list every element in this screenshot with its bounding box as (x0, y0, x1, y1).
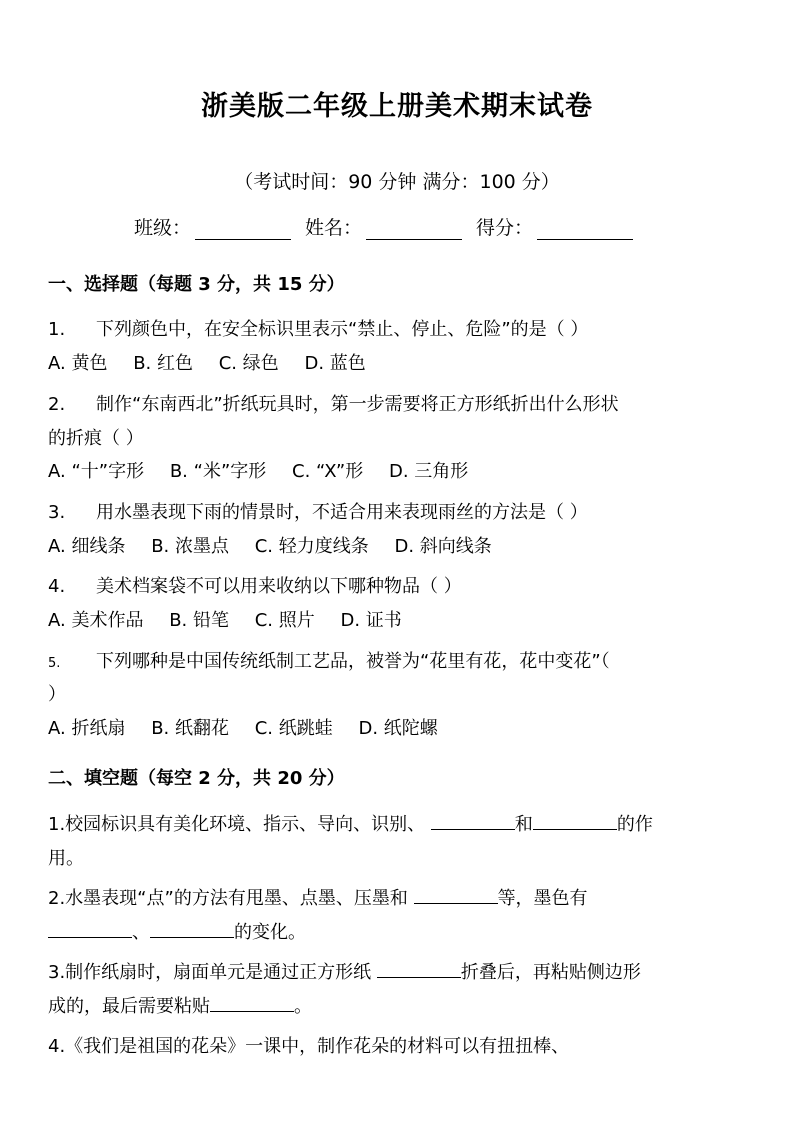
question-5-continued: ） (48, 684, 66, 705)
question-text: 美术档案袋不可以用来收纳以下哪种物品（ ） (96, 576, 462, 597)
question-text: 下列哪种是中国传统纸制工艺品，被誉为“花里有花，花中变花”（ (96, 651, 610, 672)
question-number: 3. (48, 502, 66, 523)
exam-info: （考试时间：90 分钟 满分：100 分） (234, 171, 560, 193)
section-heading-choice: 一、选择题（每题 3 分，共 15 分） (48, 274, 345, 295)
option-a[interactable]: A. 美术作品 (48, 610, 144, 631)
answer-blank[interactable] (377, 959, 461, 978)
class-blank[interactable] (195, 217, 291, 240)
option-a[interactable]: A. 黄色 (48, 353, 108, 374)
section-heading-fill: 二、填空题（每空 2 分，共 20 分） (48, 768, 345, 789)
question-4-options (48, 606, 422, 632)
class-label: 班级： (134, 217, 192, 239)
question-number: 5. (48, 656, 61, 671)
option-c[interactable]: C. 绿色 (218, 353, 279, 374)
answer-blank[interactable] (150, 919, 234, 938)
option-d[interactable]: D. 证书 (340, 610, 402, 631)
option-c[interactable]: C. 轻力度线条 (254, 536, 369, 557)
option-c[interactable]: C. 纸跳蛙 (254, 718, 333, 739)
fill-text: 2.水墨表现“点”的方法有甩墨、点墨、压墨和 (48, 888, 408, 909)
option-b[interactable]: B. “米”字形 (169, 461, 267, 482)
fill-text: 3.制作纸扇时，扇面单元是通过正方形纸 (48, 962, 372, 983)
question-2 (48, 390, 619, 416)
fill-text: 1.校园标识具有美化环境、指示、导向、识别、 (48, 814, 426, 835)
option-a[interactable]: A. 细线条 (48, 536, 126, 557)
question-3 (48, 498, 588, 524)
answer-blank[interactable] (414, 885, 498, 904)
fill-text: 、 (132, 922, 150, 943)
name-label: 姓名： (305, 217, 363, 239)
option-d[interactable]: D. 纸陀螺 (358, 718, 438, 739)
fill-question-3-continued (48, 992, 312, 1018)
fill-text: 。 (294, 996, 312, 1017)
answer-blank[interactable] (431, 811, 515, 830)
page-title: 浙美版二年级上册美术期末试卷 (201, 91, 593, 122)
fill-question-4: 4.《我们是祖国的花朵》一课中，制作花朵的材料可以有扭扭棒、 (48, 1036, 570, 1057)
answer-blank[interactable] (48, 919, 132, 938)
name-blank[interactable] (366, 217, 462, 240)
question-1 (48, 315, 588, 341)
question-text: 下列颜色中，在安全标识里表示“禁止、停止、危险”的是（ ） (96, 319, 589, 340)
fill-question-2 (48, 884, 588, 910)
question-2-options (48, 457, 488, 483)
question-text: 用水墨表现下雨的情景时，不适合用来表现雨丝的方法是（ ） (96, 502, 588, 523)
question-1-options (48, 349, 386, 375)
question-number: 4. (48, 576, 66, 597)
option-d[interactable]: D. 三角形 (388, 461, 469, 482)
fill-question-1 (48, 810, 653, 836)
question-5-options (48, 714, 458, 740)
option-b[interactable]: B. 浓墨点 (151, 536, 229, 557)
question-4 (48, 572, 462, 598)
fill-question-1-continued: 用。 (48, 848, 84, 869)
student-info-line (134, 213, 647, 240)
option-a[interactable]: A. 折纸扇 (48, 718, 126, 739)
fill-text: 的变化。 (234, 922, 306, 943)
option-b[interactable]: B. 红色 (133, 353, 193, 374)
fill-text: 成的，最后需要粘贴 (48, 996, 210, 1017)
question-2-continued: 的折痕（ ） (48, 428, 144, 449)
question-3-options (48, 532, 512, 558)
question-number: 2. (48, 394, 66, 415)
fill-question-3 (48, 958, 641, 984)
fill-text: 折叠后，再粘贴侧边形 (460, 962, 641, 983)
fill-text: 的作 (616, 814, 653, 835)
option-d[interactable]: D. 斜向线条 (394, 536, 492, 557)
fill-text: 和 (514, 814, 533, 835)
answer-blank[interactable] (533, 811, 617, 830)
option-c[interactable]: C. 照片 (254, 610, 315, 631)
option-a[interactable]: A. “十”字形 (48, 461, 145, 482)
question-5 (48, 647, 610, 673)
option-b[interactable]: B. 纸翻花 (151, 718, 229, 739)
option-b[interactable]: B. 铅笔 (169, 610, 229, 631)
fill-text: 等，墨色有 (497, 888, 588, 909)
answer-blank[interactable] (210, 993, 294, 1012)
question-text: 制作“东南西北”折纸玩具时，第一步需要将正方形纸折出什么形状 (96, 394, 619, 415)
question-number: 1. (48, 319, 66, 340)
fill-question-2-continued (48, 918, 306, 944)
option-d[interactable]: D. 蓝色 (304, 353, 366, 374)
score-label: 得分： (476, 217, 534, 239)
score-blank[interactable] (537, 217, 633, 240)
option-c[interactable]: C. “X”形 (292, 461, 364, 482)
